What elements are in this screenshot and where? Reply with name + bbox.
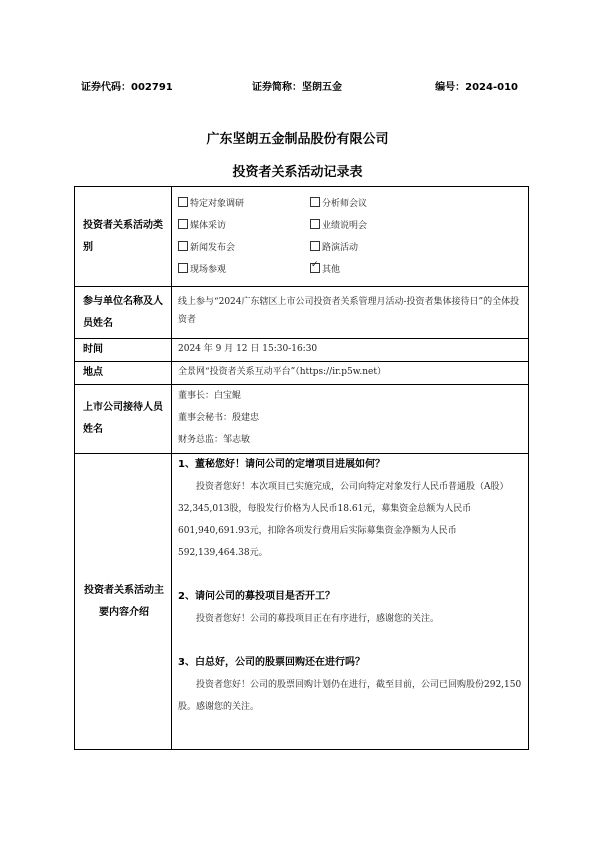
record-table bbox=[74, 186, 529, 750]
checkbox-icon[interactable] bbox=[178, 241, 188, 251]
row-location bbox=[75, 362, 529, 385]
company-name: 广东坚朗五金制品股份有限公司 bbox=[206, 132, 389, 147]
form-title: 投资者关系活动记录表 bbox=[232, 165, 363, 180]
participants-label: 参与单位名称及人员姓名 bbox=[75, 287, 172, 339]
reception-person: 财务总监：邹志敏 bbox=[178, 435, 251, 445]
option-roadshow[interactable]: 路演活动 bbox=[310, 237, 460, 259]
document-number: 编号：2024-010 bbox=[435, 82, 518, 93]
answer-3: 投资者您好！公司的股票回购计划仍在进行，截至目前，公司已回购股份292,150股。感谢您的关注。 bbox=[178, 680, 522, 712]
reception-person: 董事会秘书：殷建忠 bbox=[178, 413, 260, 423]
checkbox-icon[interactable] bbox=[310, 241, 320, 251]
option-press-conference[interactable]: 新闻发布会 bbox=[178, 237, 310, 259]
stock-code: 证券代码：002791 bbox=[81, 82, 173, 93]
checkbox-icon[interactable] bbox=[178, 219, 188, 229]
row-content bbox=[75, 454, 529, 750]
reception-label: 上市公司接待人员姓名 bbox=[75, 385, 172, 454]
option-analyst-meeting[interactable]: 分析师会议 bbox=[310, 193, 460, 215]
option-media-interview[interactable]: 媒体采访 bbox=[178, 215, 310, 237]
checkbox-icon[interactable] bbox=[178, 197, 188, 207]
row-time bbox=[75, 339, 529, 362]
category-options bbox=[178, 193, 522, 281]
time-value: 2024 年 9 月 12 日 15:30-16:30 bbox=[172, 339, 529, 362]
content-label: 投资者关系活动主要内容介绍 bbox=[75, 454, 172, 750]
row-category bbox=[75, 187, 529, 287]
option-site-visit[interactable]: 现场参观 bbox=[178, 259, 310, 281]
time-label: 时间 bbox=[75, 339, 172, 362]
answer-1: 投资者您好！本次项目已实施完成，公司向特定对象发行人民币普通股（A股）32,345,013股，每股发行价格为人民币18.61元，募集资金总额为人民币601,940,691.93元，扣除各项发行费用后实际募集资金净额为人民币592,139,464.38元。 bbox=[178, 482, 509, 558]
checkbox-icon[interactable] bbox=[310, 197, 320, 207]
checkbox-icon[interactable] bbox=[178, 263, 188, 273]
question-3: 3、白总好，公司的股票回购还在进行吗？ bbox=[178, 657, 365, 668]
location-label: 地点 bbox=[75, 362, 172, 385]
stock-abbreviation: 证券简称：坚朗五金 bbox=[252, 82, 342, 93]
checkbox-icon[interactable] bbox=[310, 219, 320, 229]
option-earnings-call[interactable]: 业绩说明会 bbox=[310, 215, 460, 237]
option-other[interactable]: ✓ 其他 bbox=[310, 259, 460, 281]
participants-value: 线上参与“2024广东辖区上市公司投资者关系管理月活动-投资者集体接待日”的全体投资者 bbox=[172, 287, 529, 339]
answer-2: 投资者您好！公司的募投项目正在有序进行，感谢您的关注。 bbox=[196, 614, 440, 624]
question-2: 2、请问公司的募投项目是否开工？ bbox=[178, 591, 335, 602]
location-value: 全景网“投资者关系互动平台”（https://ir.p5w.net） bbox=[172, 362, 529, 385]
document-header bbox=[81, 78, 518, 94]
row-participants bbox=[75, 287, 529, 339]
row-reception bbox=[75, 385, 529, 454]
question-1: 1、董秘您好！请问公司的定增项目进展如何？ bbox=[178, 459, 385, 470]
checkbox-checked-icon[interactable] bbox=[310, 263, 320, 273]
category-label: 投资者关系活动类别 bbox=[75, 187, 172, 287]
option-specific-research[interactable]: 特定对象调研 bbox=[178, 193, 310, 215]
reception-person: 董事长：白宝鲲 bbox=[178, 391, 242, 401]
